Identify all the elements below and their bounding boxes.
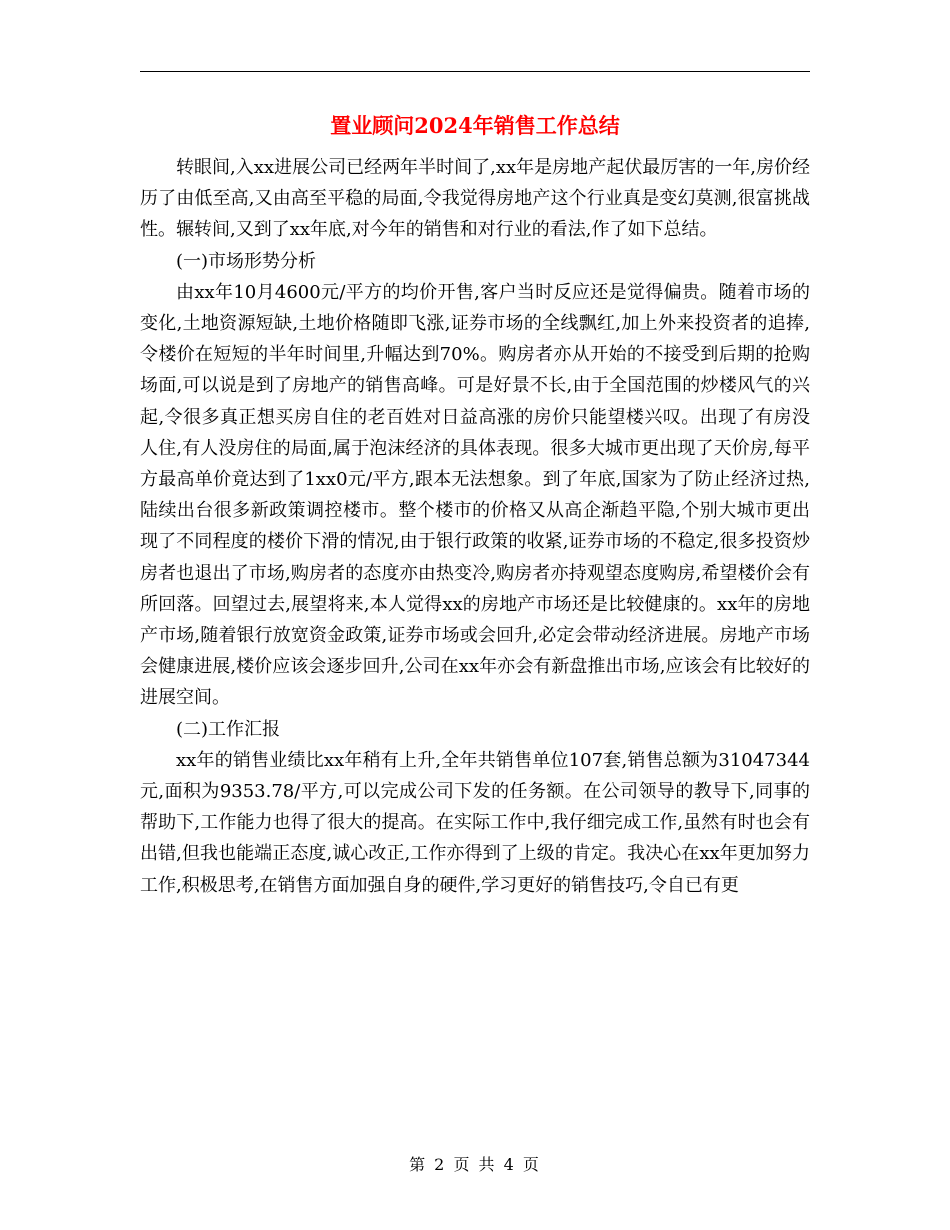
- document-body: [140, 152, 810, 901]
- section-heading-market-analysis: (一)市场形势分析: [176, 250, 317, 272]
- paragraph-market-analysis: 由xx年10月4600元/平方的均价开售,客户当时反应还是觉得偏贵。随着市场的变化,土地资源短缺,土地价格随即飞涨,证券市场的全线飘红,加上外来投资者的追捧,令楼价在短短的半年时间里,升幅达到70%。购房者亦从开始的不接受到后期的抢购场面,可以说是到了房地产的销售高峰。可是好景不长,由于全国范围的炒楼风气的兴起,令很多真正想买房自住的老百姓对日益高涨的房价只能望楼兴叹。出现了有房没人住,有人没房住的局面,属于泡沫经济的具体表现。很多大城市更出现了天价房,每平方最高单价竟达到了1xx0元/平方,跟本无法想象。到了年底,国家为了防止经济过热,陆续出台很多新政策调控楼市。整个楼市的价格又从高企渐趋平隐,个别大城市更出现了不同程度的楼价下滑的情况,由于银行政策的收紧,证券市场的不稳定,很多投资炒房者也退出了市场,购房者的态度亦由热变冷,购房者亦持观望态度购房,希望楼价会有所回落。回望过去,展望将来,本人觉得xx的房地产市场还是比较健康的。xx年的房地产市场,随着银行放宽资金政策,证券市场或会回升,必定会带动经济进展。房地产市场会健康进展,楼价应该会逐步回升,公司在xx年亦会有新盘推出市场,应该会有比较好的进展空间。: [140, 281, 810, 709]
- paragraph-work-report: xx年的销售业绩比xx年稍有上升,全年共销售单位107套,销售总额为31047344元,面积为9353.78/平方,可以完成公司下发的任务额。在公司领导的教导下,同事的帮助下,工作能力也得了很大的提高。在实际工作中,我仔细完成工作,虽然有时也会有出错,但我也能端正态度,诚心改正,工作亦得到了上级的肯定。我决心在xx年更加努力工作,积极思考,在销售方面加强自身的硬件,学习更好的销售技巧,令自已有更: [140, 749, 810, 896]
- page-number-footer: 第 2 页 共 4 页: [409, 1155, 541, 1174]
- paragraph-intro: 转眼间,入xx进展公司已经两年半时间了,xx年是房地产起伏最厉害的一年,房价经历了由低至高,又由高至平稳的局面,令我觉得房地产这个行业真是变幻莫测,很富挑战性。辗转间,又到了xx年底,对今年的销售和对行业的看法,作了如下总结。: [140, 157, 810, 241]
- document-title: 置业顾问2024年销售工作总结: [330, 113, 620, 138]
- header-rule: [140, 71, 810, 72]
- section-heading-work-report: (二)工作汇报: [176, 718, 281, 740]
